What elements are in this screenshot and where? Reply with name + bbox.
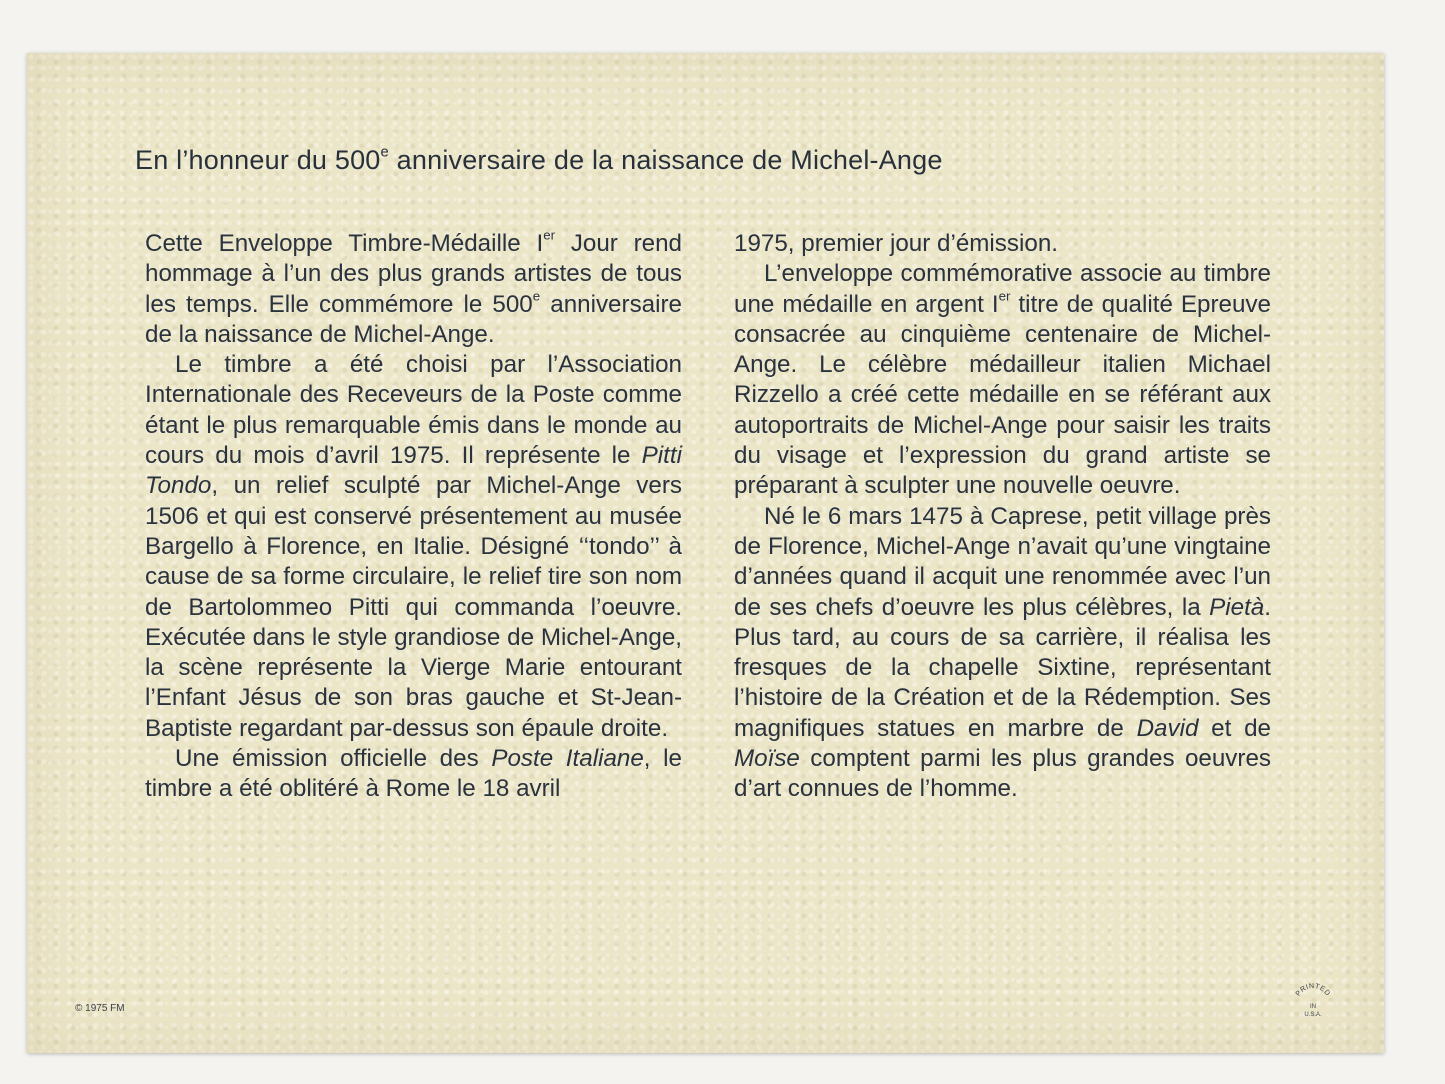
card-title: En l’honneur du 500e anniversaire de la naissance de Michel-Ange [135, 144, 943, 175]
paragraph-medal: L’enveloppe commémorative associe au timbre une médaille en argent Ier titre de qualité Epreuve consacrée au cinquième centenaire de Michel-Ange. Le célèbre médailleur italien Michael Rizzello a créé cette médaille en se référant aux autoportraits de Michel-Ange pour saisir les traits du visage et l’expression du grand artiste se préparant à sculpter une nouvelle oeuvre. [734, 260, 1271, 500]
paragraph-issue-continued: 1975, premier jour d’émission. [734, 230, 1058, 257]
printed-in-usa-mark [1289, 978, 1337, 1026]
copyright-notice: © 1975 FM [75, 1003, 125, 1014]
printed-word: PRINTED [1294, 982, 1332, 998]
right-column [734, 229, 1271, 805]
commemorative-card [27, 53, 1384, 1053]
paragraph-intro: Cette Enveloppe Timbre-Médaille Ier Jour rend hommage à l’un des plus grands artistes de tous les temps. Elle commémore le 500e anniversaire de la naissance de Michel-Ange. [145, 227, 682, 348]
paragraph-issue: Une émission officielle des Poste Italiane, le timbre a été oblitéré à Rome le 18 avril [145, 745, 682, 803]
usa-word: U.S.A. [1304, 1012, 1322, 1018]
paragraph-stamp: Le timbre a été choisi par l’Association Internationale des Receveurs de la Poste comme étant le plus remarquable émis dans le monde au cours du mois d’avril 1975. Il représente le Pitti Tondo, un relief sculpté par Michel-Ange vers 1506 et qui est conservé présentement au musée Bargello à Florence, en Italie. Désigné ‘‘tondo’’ à cause de sa forme circulaire, le relief tire son nom de Bartolommeo Pitti qui commanda l’oeuvre. Exécutée dans le style grandiose de Michel-Ange, la scène représente la Vierge Marie entourant l’Enfant Jésus de son bras gauche et St-Jean-Baptiste regardant par-dessus son épaule droite. [145, 351, 682, 742]
svg-text:PRINTED [1295, 983, 1331, 998]
paragraph-biography: Né le 6 mars 1475 à Caprese, petit village près de Florence, Michel-Ange n’avait qu’une vingtaine d’années quand il acquit une renommée avec l’un de ses chefs d’oeuvre les plus célèbres, la Pietà. Plus tard, au cours de sa carrière, il réalisa les fresques de la chapelle Sixtine, représentant l’histoire de la Création et de la Rédemption. Ses magnifiques statues en marbre de David et de Moïse comptent parmi les plus grandes oeuvres d’art connues de l’homme. [734, 502, 1271, 803]
in-word: IN [1310, 1004, 1316, 1010]
printed-mark-icon [1289, 978, 1337, 1026]
left-column [145, 229, 682, 805]
